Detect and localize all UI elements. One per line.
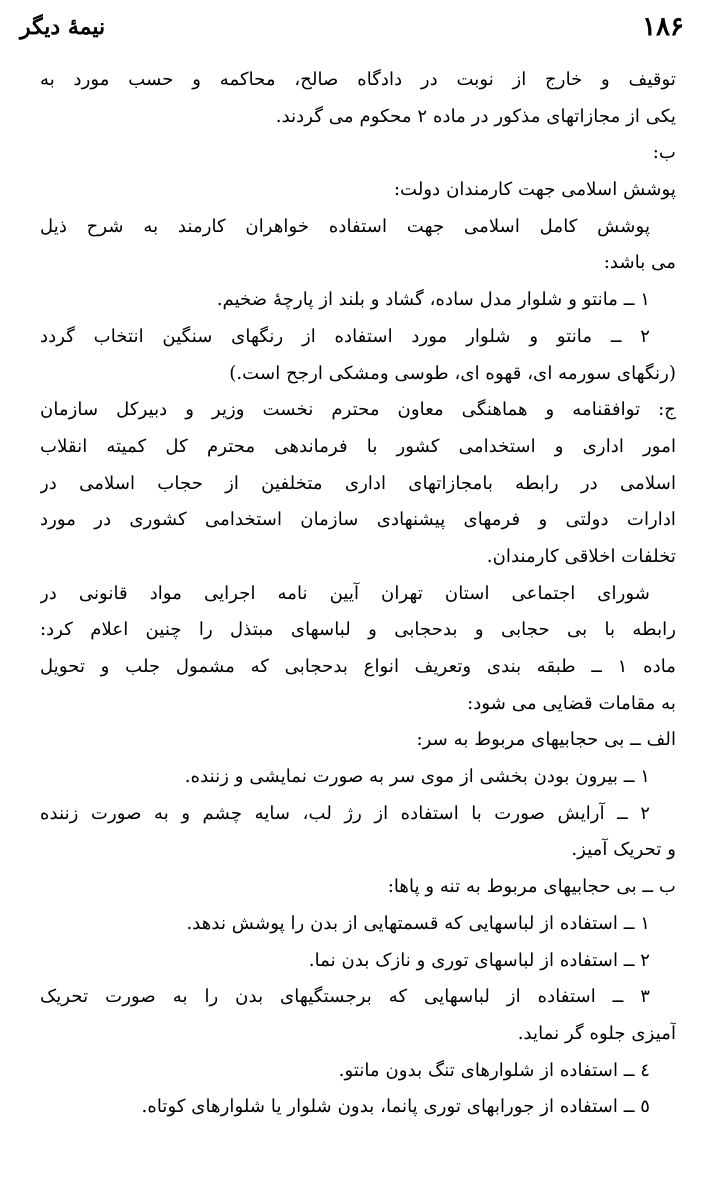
text-line: ۱ ــ مانتو و شلوار مدل ساده، گشاد و بلند از پارچهٔ ضخیم. [216, 289, 650, 311]
text-line: شورای اجتماعی استان تهران آیین نامه اجرایی مواد قانونی در [40, 582, 650, 604]
text-line: تخلفات اخلاقی کارمندان. [486, 545, 676, 567]
text-line: ۲ ــ آرایش صورت با استفاده از رژ لب، سایه چشم و به صورت زننده [40, 802, 650, 824]
text-line: (رنگهای سورمه ای، قهوه ای، طوسی ومشکی ارجح است.) [229, 362, 676, 384]
text-line: پوشش کامل اسلامی جهت استفاده خواهران کارمند به شرح ذیل [40, 215, 650, 237]
text-line: ماده ۱ ــ طبقه بندی وتعریف انواع بدحجابی که مشمول جلب و تحویل [40, 656, 676, 677]
text-line: توقیف و خارج از نوبت در دادگاه صالح، محاکمه و حسب مورد به [40, 69, 676, 90]
running-title: نیمهٔ دیگر [20, 14, 106, 40]
text-line: یکی از مجازاتهای مذکور در ماده ۲ محکوم می گردند. [275, 105, 676, 127]
text-line: ٥ ــ استفاده از جورابهای توری پانما، بدون شلوار یا شلوارهای کوتاه. [141, 1096, 650, 1118]
text-line: امور اداری و استخدامی کشور با فرماندهی محترم کل کمیته انقلاب [40, 435, 676, 457]
text-line: ج: توافقنامه و هماهنگی معاون محترم نخست وزیر و دبیرکل سازمان [40, 399, 676, 421]
text-line: رابطه با بی حجابی و بدحجابی و لباسهای مبتذل را چنین اعلام کرد: [40, 619, 676, 641]
text-line: می باشد: [603, 252, 676, 274]
text-line: آمیزی جلوه گر نماید. [517, 1022, 676, 1044]
text-line: ۱ ــ استفاده از لباسهایی که قسمتهایی از بدن را پوشش ندهد. [186, 912, 650, 934]
text-line: ب: [652, 142, 676, 164]
text-line: الف ــ بی حجابیهای مربوط به سر: [416, 729, 676, 751]
text-line: اسلامی در رابطه بامجازاتهای اداری متخلفین از حجاب اسلامی در [40, 472, 676, 494]
text-line: و تحریک آمیز. [571, 839, 676, 861]
text-line: پوشش اسلامی جهت کارمندان دولت: [393, 179, 676, 201]
text-line: ۲ ــ استفاده از لباسهای توری و نازک بدن نما. [308, 949, 650, 971]
text-line: ۱ ــ بیرون بودن بخشی از موی سر به صورت نمایشی و زننده. [184, 766, 650, 788]
text-line: ۳ ــ استفاده از لباسهایی که برجستگیهای بدن را به صورت تحریک [40, 986, 650, 1008]
text-line: ۲ ــ مانتو و شلوار مورد استفاده از رنگهای سنگین انتخاب گردد [40, 325, 650, 347]
text-line: ادارات دولتی و فرمهای پیشنهادی سازمان استخدامی کشوری در مورد [40, 509, 676, 531]
text-line: به مقامات قضایی می شود: [467, 692, 676, 714]
page-number: ۱۸۶ [642, 12, 684, 42]
text-line: ب ــ بی حجابیهای مربوط به تنه و پاها: [387, 876, 676, 898]
text-line: ٤ ــ استفاده از شلوارهای تنگ بدون مانتو. [338, 1059, 650, 1081]
body-text [40, 62, 676, 1126]
